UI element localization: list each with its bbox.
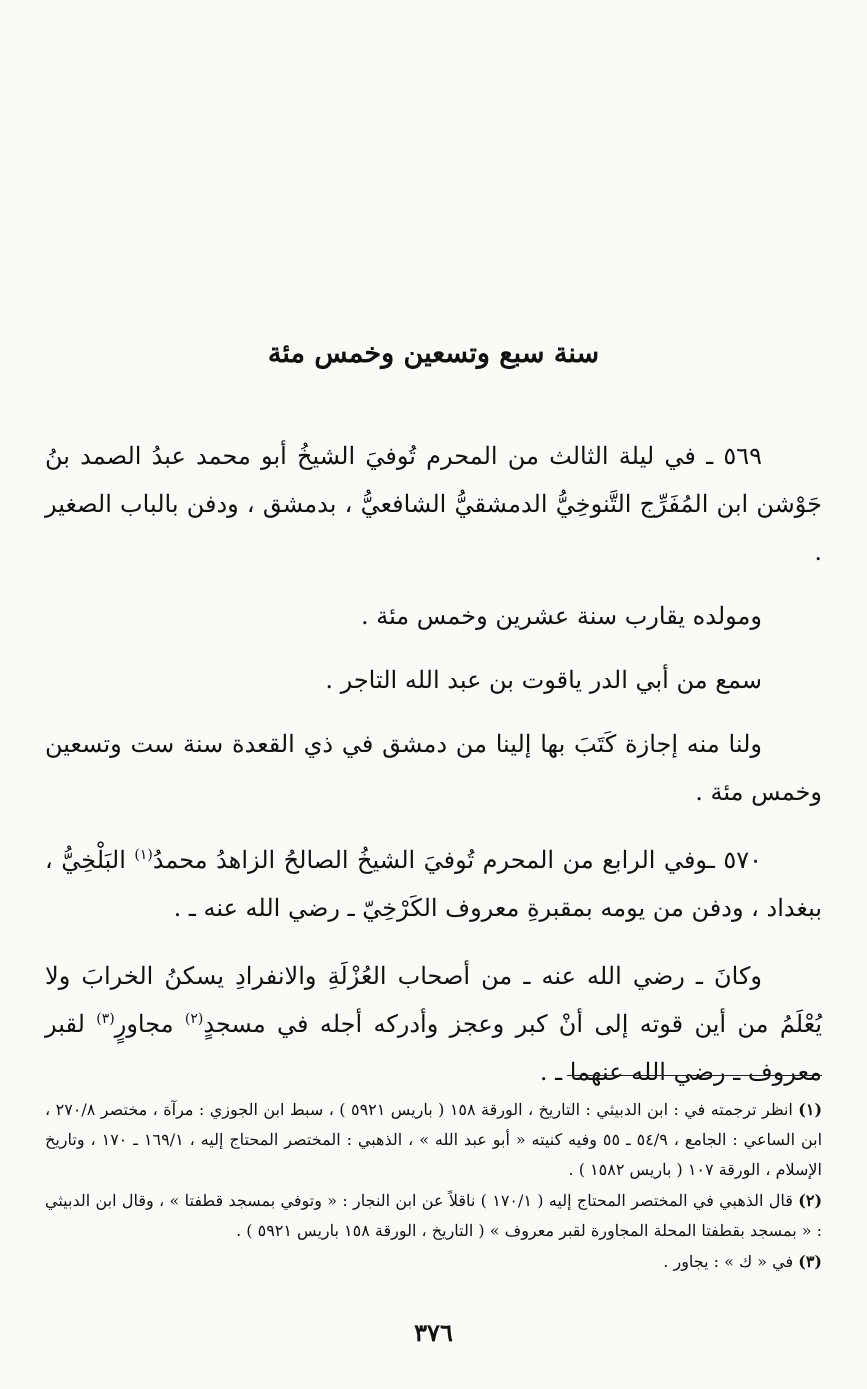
footnote-1 bbox=[45, 1095, 822, 1185]
entry-569 bbox=[45, 432, 822, 576]
paragraph-birth bbox=[45, 592, 822, 640]
paragraph-teacher bbox=[45, 656, 822, 704]
section-heading: سنة سبع وتسعين وخمس مئة bbox=[267, 338, 600, 369]
paragraph-ijaza bbox=[45, 720, 822, 816]
page-number: ٣٧٦ bbox=[414, 1318, 453, 1347]
footnote-label: (١) bbox=[798, 1100, 823, 1119]
footnotes bbox=[45, 1095, 822, 1278]
main-text bbox=[45, 432, 822, 1096]
paragraph-text: ولنا منه إجازة كَتَبَ بها إلينا من دمشق في ذي القعدة سنة ست وتسعين وخمس مئة . bbox=[45, 730, 822, 806]
paragraph-text-end: لقبر معروف ـ رضي الله عنهما ـ . bbox=[45, 1010, 822, 1086]
paragraph-text: سمع من أبي الدر ياقوت بن عبد الله التاجر . bbox=[325, 666, 762, 694]
paragraph-text: وكانَ ـ رضي الله عنه ـ من أصحاب العُزْلَةِ والانفرادِ يسكنُ الخرابَ ولا يُعْلَمُ من أين قوته إلى أنْ كبر وعجز وأدركه أجله في مسجدٍ bbox=[45, 962, 823, 1038]
footnote-label: (٢) bbox=[798, 1191, 823, 1210]
entry-text: وفي الرابع من المحرم تُوفيَ الشيخُ الصالحُ الزاهدُ محمدُ bbox=[152, 846, 708, 874]
footnote-2 bbox=[45, 1186, 822, 1246]
paragraph-text-cont: مجاورٍ bbox=[114, 1010, 185, 1038]
footnote-ref-1[interactable]: (١) bbox=[134, 847, 153, 863]
entry-number: ٥٦٩ ـ bbox=[706, 442, 762, 470]
paragraph-text: ومولده يقارب سنة عشرين وخمس مئة . bbox=[360, 602, 762, 630]
entry-text: في ليلة الثالث من المحرم تُوفيَ الشيخُ أبو محمد عبدُ الصمد بنُ جَوْشن ابن المُفَرِّج التَّنوخِيُّ الدمشقيُّ الشافعيُّ ، بدمشق ، ودفن بالباب الصغير . bbox=[45, 442, 822, 566]
entry-text-cont: البَلْخِيُّ ، ببغداد ، ودفن من يومه بمقبرةِ معروف الكَرْخِيّ ـ رضي الله عنه ـ . bbox=[45, 846, 822, 922]
entry-570 bbox=[45, 836, 822, 932]
footnote-ref-2[interactable]: (٢) bbox=[184, 1011, 204, 1027]
footnote-ref-3[interactable]: (٣) bbox=[96, 1011, 115, 1027]
footnote-label: (٣) bbox=[798, 1252, 822, 1271]
footnote-3 bbox=[45, 1247, 822, 1277]
footnote-text: قال الذهبي في المختصر المحتاج إليه ( ١٧٠/١ ) ناقلاً عن ابن النجار : « وتوفي بمسجد قطفتا » ، وقال ابن الدبيثي : « بمسجد بقطفتا المحلة المجاورة لقبر معروف » ( التاريخ ، الورقة ١٥٨ باريس ٥٩٢١ ) . bbox=[45, 1191, 822, 1240]
footnote-divider bbox=[567, 1075, 822, 1076]
footnote-text: انظر ترجمته في : ابن الدبيثي : التاريخ ، الورقة ١٥٨ ( باريس ٥٩٢١ ) ، سبط ابن الجوزي : مرآة ، مختصر ٢٧٠/٨ ، ابن الساعي : الجامع ، ٥٤/٩ ـ ٥٥ وفيه كنيته « أبو عبد الله » ، الذهبي : المختصر المحتاج إليه ، ١٦٩/١ ـ ١٧٠ ، وتاريخ الإسلام ، الورقة ١٠٧ ( باريس ١٥٨٢ ) . bbox=[45, 1100, 823, 1179]
entry-number: ٥٧٠ ـ bbox=[707, 846, 762, 874]
footnote-text: في « ك » : يجاور . bbox=[663, 1252, 794, 1271]
